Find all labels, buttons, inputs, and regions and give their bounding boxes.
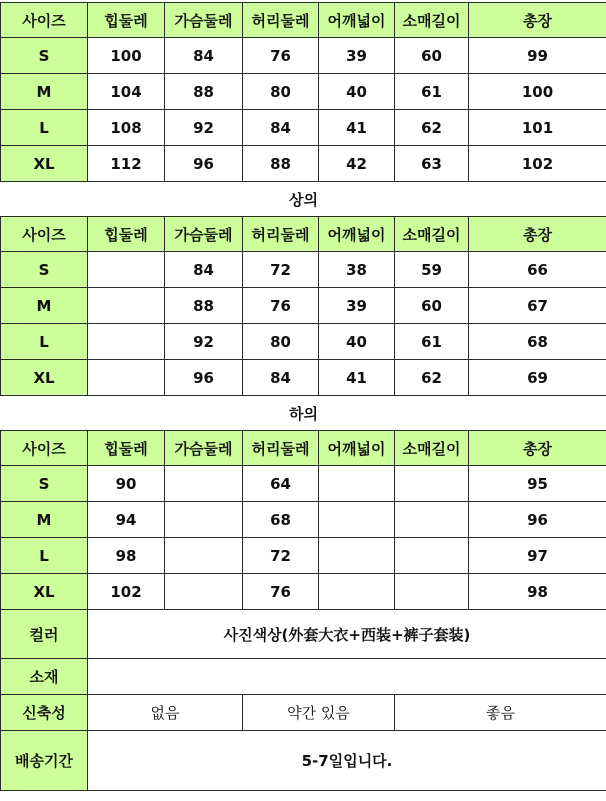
measurement-cell: 98 <box>469 574 606 610</box>
column-header: 어깨넓이 <box>319 3 395 38</box>
measurement-cell: 68 <box>469 324 606 360</box>
measurement-cell: 72 <box>243 252 319 288</box>
size-row <box>1 110 606 146</box>
column-header: 총장 <box>469 217 606 252</box>
measurement-cell: 64 <box>243 466 319 502</box>
size-chart <box>0 2 606 791</box>
measurement-cell <box>319 466 395 502</box>
measurement-cell: 88 <box>165 74 243 110</box>
stretch-option: 없음 <box>88 695 243 731</box>
material-row <box>1 659 606 695</box>
section-title: 상의 <box>1 182 606 217</box>
measurement-cell <box>395 574 469 610</box>
measurement-cell: 88 <box>243 146 319 182</box>
measurement-cell: 80 <box>243 324 319 360</box>
section-title-row <box>1 396 606 431</box>
measurement-cell: 104 <box>88 74 165 110</box>
measurement-cell <box>165 538 243 574</box>
size-row <box>1 38 606 74</box>
stretch-row <box>1 695 606 731</box>
column-header: 가슴둘레 <box>165 217 243 252</box>
column-header: 어깨넓이 <box>319 431 395 466</box>
measurement-cell: 80 <box>243 74 319 110</box>
measurement-cell <box>395 538 469 574</box>
measurement-cell: 76 <box>243 38 319 74</box>
size-label: M <box>1 288 88 324</box>
column-header: 총장 <box>469 3 606 38</box>
stretch-option: 좋음 <box>395 695 606 731</box>
measurement-cell: 59 <box>395 252 469 288</box>
measurement-cell: 100 <box>88 38 165 74</box>
shipping-row <box>1 731 606 791</box>
measurement-cell: 69 <box>469 360 606 396</box>
measurement-cell <box>88 324 165 360</box>
column-header: 소매길이 <box>395 431 469 466</box>
measurement-cell: 39 <box>319 38 395 74</box>
measurement-cell: 62 <box>395 110 469 146</box>
measurement-cell: 76 <box>243 288 319 324</box>
color-label: 컬러 <box>1 610 88 659</box>
size-row <box>1 466 606 502</box>
size-label: M <box>1 74 88 110</box>
measurement-cell: 92 <box>165 110 243 146</box>
size-row <box>1 324 606 360</box>
size-label: L <box>1 110 88 146</box>
size-label: S <box>1 466 88 502</box>
column-header: 총장 <box>469 431 606 466</box>
column-header: 허리둘레 <box>243 217 319 252</box>
measurement-cell: 84 <box>243 110 319 146</box>
column-header: 힙둘레 <box>88 217 165 252</box>
measurement-cell: 92 <box>165 324 243 360</box>
measurement-cell: 62 <box>395 360 469 396</box>
measurement-cell: 88 <box>165 288 243 324</box>
measurement-cell: 60 <box>395 288 469 324</box>
section-title-row <box>1 182 606 217</box>
shipping-label: 배송기간 <box>1 731 88 791</box>
measurement-cell: 90 <box>88 466 165 502</box>
size-label: L <box>1 538 88 574</box>
measurement-cell: 66 <box>469 252 606 288</box>
measurement-cell: 94 <box>88 502 165 538</box>
column-header: 사이즈 <box>1 3 88 38</box>
measurement-cell: 96 <box>165 146 243 182</box>
measurement-cell: 108 <box>88 110 165 146</box>
stretch-option: 약간 있음 <box>243 695 395 731</box>
measurement-cell: 76 <box>243 574 319 610</box>
size-label: M <box>1 502 88 538</box>
size-table-body <box>1 3 606 791</box>
measurement-cell <box>319 502 395 538</box>
size-label: S <box>1 38 88 74</box>
measurement-cell: 95 <box>469 466 606 502</box>
material-label: 소재 <box>1 659 88 695</box>
measurement-cell: 41 <box>319 360 395 396</box>
size-label: XL <box>1 146 88 182</box>
measurement-cell: 84 <box>165 252 243 288</box>
column-header: 가슴둘레 <box>165 3 243 38</box>
size-row <box>1 288 606 324</box>
size-label: S <box>1 252 88 288</box>
size-table <box>0 2 606 791</box>
measurement-cell <box>88 252 165 288</box>
column-header: 어깨넓이 <box>319 217 395 252</box>
measurement-cell: 84 <box>165 38 243 74</box>
color-row <box>1 610 606 659</box>
measurement-cell <box>165 574 243 610</box>
measurement-cell <box>319 574 395 610</box>
size-label: XL <box>1 360 88 396</box>
measurement-cell: 61 <box>395 324 469 360</box>
column-header: 사이즈 <box>1 431 88 466</box>
column-header: 사이즈 <box>1 217 88 252</box>
stretch-label: 신축성 <box>1 695 88 731</box>
measurement-cell: 63 <box>395 146 469 182</box>
measurement-cell: 60 <box>395 38 469 74</box>
measurement-cell: 67 <box>469 288 606 324</box>
measurement-cell: 98 <box>88 538 165 574</box>
column-header: 소매길이 <box>395 217 469 252</box>
measurement-cell <box>88 360 165 396</box>
column-header: 허리둘레 <box>243 3 319 38</box>
size-row <box>1 252 606 288</box>
measurement-cell: 99 <box>469 38 606 74</box>
size-label: L <box>1 324 88 360</box>
size-row <box>1 74 606 110</box>
measurement-cell <box>88 288 165 324</box>
section-title: 하의 <box>1 396 606 431</box>
size-row <box>1 360 606 396</box>
header-row <box>1 3 606 38</box>
measurement-cell: 39 <box>319 288 395 324</box>
measurement-cell: 68 <box>243 502 319 538</box>
column-header: 힙둘레 <box>88 431 165 466</box>
column-header: 힙둘레 <box>88 3 165 38</box>
header-row <box>1 217 606 252</box>
measurement-cell: 102 <box>88 574 165 610</box>
shipping-value: 5-7일입니다. <box>88 731 606 791</box>
column-header: 허리둘레 <box>243 431 319 466</box>
color-value: 사진색상(外套大衣+西装+裤子套装) <box>88 610 606 659</box>
size-row <box>1 146 606 182</box>
measurement-cell: 42 <box>319 146 395 182</box>
measurement-cell: 100 <box>469 74 606 110</box>
column-header: 소매길이 <box>395 3 469 38</box>
size-row <box>1 538 606 574</box>
measurement-cell <box>165 502 243 538</box>
measurement-cell <box>319 538 395 574</box>
measurement-cell <box>165 466 243 502</box>
measurement-cell: 101 <box>469 110 606 146</box>
size-row <box>1 502 606 538</box>
measurement-cell: 38 <box>319 252 395 288</box>
measurement-cell: 41 <box>319 110 395 146</box>
measurement-cell <box>395 466 469 502</box>
measurement-cell: 97 <box>469 538 606 574</box>
measurement-cell: 61 <box>395 74 469 110</box>
measurement-cell: 112 <box>88 146 165 182</box>
header-row <box>1 431 606 466</box>
measurement-cell: 96 <box>469 502 606 538</box>
size-label: XL <box>1 574 88 610</box>
column-header: 가슴둘레 <box>165 431 243 466</box>
measurement-cell: 40 <box>319 324 395 360</box>
measurement-cell: 84 <box>243 360 319 396</box>
size-row <box>1 574 606 610</box>
measurement-cell: 40 <box>319 74 395 110</box>
measurement-cell: 102 <box>469 146 606 182</box>
measurement-cell: 96 <box>165 360 243 396</box>
measurement-cell: 72 <box>243 538 319 574</box>
measurement-cell <box>395 502 469 538</box>
material-value <box>88 659 606 695</box>
